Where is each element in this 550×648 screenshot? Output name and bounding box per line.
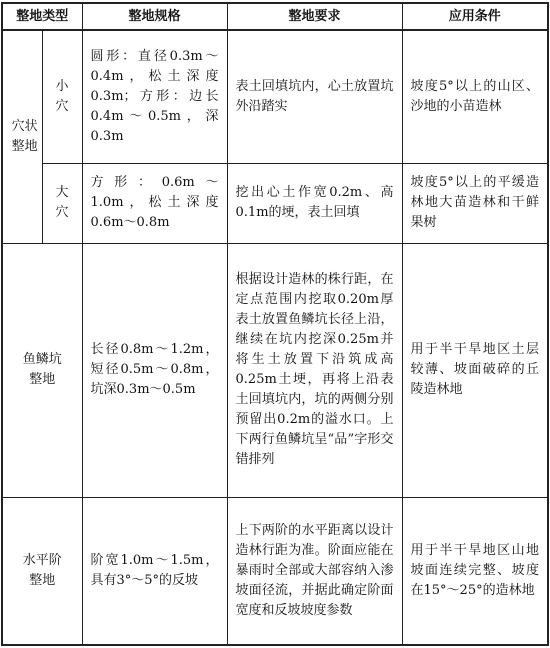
condition-cell: 用于半干旱地区山地坡面连续完整、坡度在15°～25°的造林地 — [402, 497, 548, 645]
subtype-label: 大穴 — [55, 185, 69, 220]
condition-cell: 坡度5°以上的平缓造林地大苗造林和干鲜果树 — [402, 163, 548, 243]
type-label: 水平阶整地 — [22, 552, 62, 588]
table-row — [2, 243, 548, 497]
subtype-label: 小穴 — [55, 78, 69, 114]
type-label: 穴状整地 — [11, 118, 38, 154]
spec-cell: 圆形：直径0.3m～0.4m，松土深度0.3m；方形：边长0.4m～0.5m，深0.3m — [82, 30, 227, 163]
header-condition: 应用条件 — [402, 3, 548, 30]
spec-cell: 阶宽1.0m～1.5m，具有3°～5°的反坡 — [82, 497, 227, 645]
header-spec: 整地规格 — [82, 3, 227, 30]
table-row — [2, 497, 548, 645]
condition-cell: 用于半干旱地区土层较薄、坡面破碎的丘陵造林地 — [402, 243, 548, 497]
table-row — [2, 30, 548, 163]
requirement-cell: 上下两阶的水平距离以设计造林行距为准。阶面应能在暴雨时全部或大部容纳入渗坡面径流，并据此确定阶面宽度和反坡坡度参数 — [227, 497, 402, 645]
spec-cell: 长径0.8m～1.2m，短径0.5m～0.8m，坑深0.3m～0.5m — [82, 243, 227, 497]
type-cell-fish — [2, 243, 82, 497]
requirement-cell: 挖出心土作宽0.2m、高0.1m的埂，表土回填 — [227, 163, 402, 243]
header-row — [2, 3, 548, 30]
type-cell-hole — [2, 30, 42, 243]
type-cell-terrace — [2, 497, 82, 645]
site-preparation-table — [1, 2, 549, 646]
subtype-cell-small — [42, 30, 82, 163]
requirement-cell: 表土回填坑内，心土放置坑外沿踏实 — [227, 30, 402, 163]
table-row — [2, 163, 548, 243]
header-requirement: 整地要求 — [227, 3, 402, 30]
type-label: 鱼鳞坑整地 — [22, 352, 62, 387]
condition-cell: 坡度5°以上的山区、沙地的小苗造林 — [402, 30, 548, 163]
header-type: 整地类型 — [2, 3, 82, 30]
subtype-cell-large — [42, 163, 82, 243]
requirement-cell: 根据设计造林的株行距，在定点范围内挖取0.20m厚表土放置鱼鳞坑长径上沿，继续在坑内挖深0.25m并将生土放置下沿筑成高0.25m土埂，再将上沿表土回填坑内，坑的两侧分别预留出0.2m的溢水口。上下两行鱼鳞坑呈“品”字形交错排列 — [227, 243, 402, 497]
spec-cell: 方形：0.6m～1.0m，松土深度0.6m～0.8m — [82, 163, 227, 243]
